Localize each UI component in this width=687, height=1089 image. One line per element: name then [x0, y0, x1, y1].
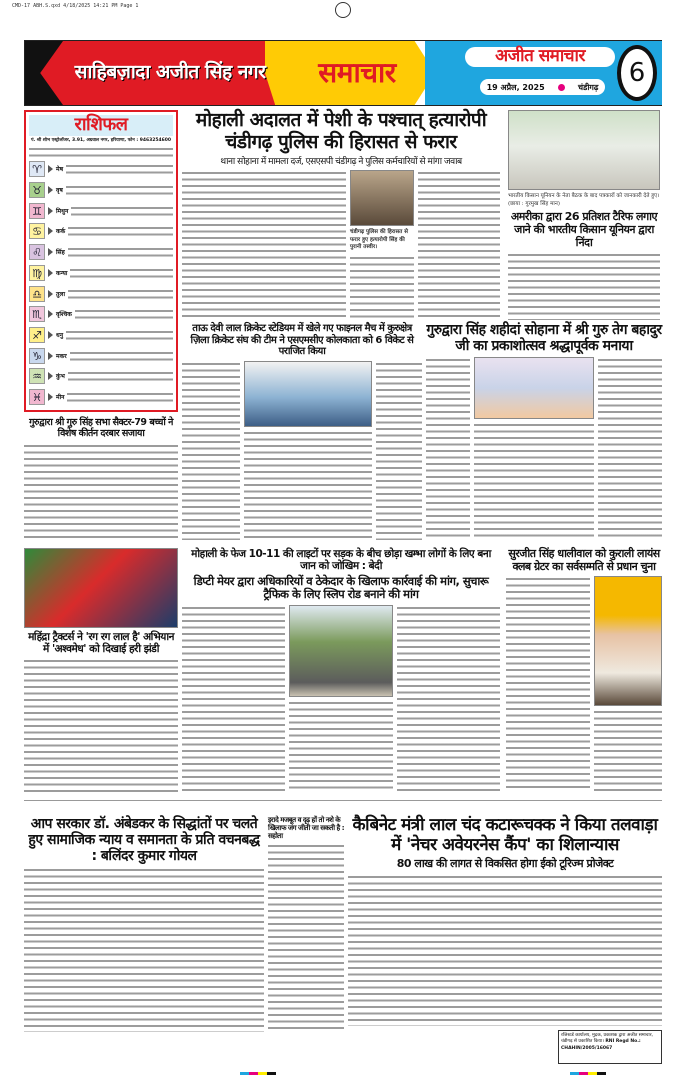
masthead [24, 40, 662, 106]
sign-forecast-text [71, 205, 173, 217]
print-slug: CMD-17 ABH.S.qxd 4/18/2025 14:21 PM Page 1 [12, 3, 139, 9]
mahindra-photo [24, 548, 178, 628]
lions-body-text [506, 576, 590, 792]
rashifal-item-1 [29, 180, 173, 200]
sohana-photo [474, 357, 594, 419]
rashifal-box [24, 110, 178, 412]
lions-body-text-2 [594, 709, 662, 792]
sign-name: धनु [56, 332, 64, 339]
arrow-right-icon [48, 372, 53, 380]
rashifal-item-7 [29, 304, 173, 324]
sign-forecast-text [68, 370, 173, 382]
sign-name: मकर [56, 352, 67, 360]
capricorn-icon: ♑ [29, 348, 45, 364]
photo-credit: (छाया : गुरमुख सिंह मान) [508, 200, 560, 207]
arrow-right-icon [48, 269, 53, 277]
arrow-right-icon [48, 207, 53, 215]
sign-name: मेष [56, 166, 64, 174]
section-title: साहिबज़ादा अजीत सिंह नगर [74, 61, 266, 84]
sign-name: मीन [56, 394, 65, 402]
rni-number: RNI Regd No.: CHAHIN/2005/16067 [561, 1039, 641, 1051]
dhaliwal-portrait [594, 576, 662, 706]
page-number: 6 [617, 45, 657, 101]
accused-photo [350, 170, 414, 226]
sign-name: कन्या [56, 269, 68, 277]
arrow-right-icon [48, 352, 53, 360]
lead-body-text-3 [350, 255, 414, 320]
issue-date: 19 अप्रैल, 2025 [486, 82, 545, 92]
farmers-photo-caption [508, 193, 660, 208]
phase10-subhead: डिप्टी मेयर द्वारा अधिकारियों व ठेकेदार के खिलाफ कार्रवाई की मांग, सुचारू ट्रैफिक के लिए स्लिप रोड बनाने की मांग [193, 574, 489, 602]
libra-icon: ♎ [29, 286, 45, 302]
sohana-body-text [426, 357, 470, 540]
road-pole-photo [289, 605, 393, 697]
dot-icon [558, 84, 565, 91]
color-registration-bar [240, 1072, 276, 1075]
rashifal-item-11 [29, 387, 173, 407]
talwara-body-text [348, 874, 662, 1026]
cricket-body-text-3 [244, 430, 372, 541]
registration-mark-icon [335, 2, 351, 18]
cricket-team-photo [244, 361, 372, 427]
sign-name: कर्क [56, 228, 66, 236]
aries-icon: ♈ [29, 161, 45, 177]
mahindra-body-text [24, 658, 178, 792]
sign-forecast-text [67, 391, 173, 403]
sign-name: मिथुन [56, 207, 69, 215]
caption-text: भारतीय किसान यूनियन के नेता बैठक के बाद पत्रकारों को जानकारी देते हुए। [508, 193, 660, 199]
date-bar [480, 79, 605, 95]
lions-headline: सुरजीत सिंह धालीवाल को कुराली लायंस क्लब ग्रेटर का सर्वसम्मति से प्रधान चुना [508, 547, 660, 573]
rashifal-item-2 [29, 201, 173, 221]
lead-photo-caption: चंडीगढ़ पुलिस की हिरासत से फरार हुए हत्यारोपी सिंह की पुरानी तस्वीर। [350, 229, 408, 251]
taurus-icon: ♉ [29, 182, 45, 198]
sign-name: सिंह [56, 249, 65, 257]
sign-forecast-text [68, 246, 173, 258]
sign-forecast-text [66, 184, 173, 196]
rashifal-item-8 [29, 325, 173, 345]
imprint-box [558, 1030, 662, 1064]
rashifal-item-3 [29, 222, 173, 242]
divider [24, 800, 662, 801]
paper-name: अजीत समाचार [465, 47, 615, 67]
sign-forecast-text [66, 329, 173, 341]
lead-body-text [182, 170, 346, 320]
leo-icon: ♌ [29, 244, 45, 260]
talwara-headline: कैबिनेट मंत्री लाल चंद कटारूचक्क ने किया तलवाड़ा में 'नेचर अवेयरनेस कैंप' का शिलान्यास [352, 815, 658, 855]
farmers-headline: अमरीका द्वारा 26 प्रतिशत टैरिफ लगाए जाने की भारतीय किसान यूनियन द्वारा निंदा [510, 210, 658, 249]
section-tag: समाचार [318, 55, 396, 89]
lead-headline: मोहाली अदालत में पेशी के पश्चात् हत्यारोपी चंडीगढ़ पुलिस की हिरासत से फरार [195, 109, 487, 153]
gemini-icon: ♊ [29, 203, 45, 219]
sign-forecast-text [68, 225, 173, 237]
arrow-right-icon [48, 165, 53, 173]
farmers-body-text [508, 252, 660, 320]
sign-forecast-text [75, 308, 173, 320]
sign-name: वृष [56, 187, 63, 195]
mahindra-headline: महिंद्रा ट्रैक्टर्स ने 'रग रग लाल है' अभियान में 'अश्वमेध' को दिखाई हरी झंडी [28, 631, 174, 656]
arrow-right-icon [48, 331, 53, 339]
phase10-headline: मोहाली के फेज 10-11 की लाइटों पर सड़क के बीच छोड़ा खम्भा लोगों के लिए बना जान को जोखिम : बेदी [191, 548, 491, 573]
headline-gurudwara-79: गुरुद्वारा श्री गुरु सिंह सभा सैक्टर-79 बच्चों ने विशेष कीर्तन दरबार सजाया [29, 417, 173, 439]
cricket-body-text [182, 361, 240, 541]
rashifal-item-5 [29, 263, 173, 283]
rashifal-item-4 [29, 242, 173, 262]
talwara-subhead: 80 लाख की लागत से विकसित होगा ईको टूरिज्म प्रोजेक्ट [396, 857, 614, 871]
sagittarius-icon: ♐ [29, 327, 45, 343]
virgo-icon: ♍ [29, 265, 45, 281]
aquarius-icon: ♒ [29, 368, 45, 384]
zodiac-list [29, 160, 173, 407]
pisces-icon: ♓ [29, 389, 45, 405]
arrow-right-icon [48, 227, 53, 235]
sign-forecast-text [66, 163, 173, 175]
arrow-right-icon [48, 310, 53, 318]
ambedkar-body-text [24, 867, 264, 1032]
phase10-body-text [182, 605, 285, 792]
rashifal-item-6 [29, 284, 173, 304]
cancer-icon: ♋ [29, 223, 45, 239]
cricket-headline: ताऊ देवी लाल क्रिकेट स्टेडियम में खेले गए फाइनल मैच में कुरुक्षेत्र ज़िला क्रिकेट संघ की टीम ने एसएमसीए कोलकाता को 6 विकेट से पराजित किया [190, 323, 414, 357]
color-registration-bar [570, 1072, 606, 1075]
arrow-right-icon [48, 248, 53, 256]
ambedkar-headline: आप सरकार डॉ. अंबेडकर के सिद्धांतों पर चलते हुए सामाजिक न्याय व समानता के प्रति वचनबद्ध : बलिंदर कुमार गोयल [28, 816, 260, 865]
imprint-text: रजिस्टर्ड कार्यालय, मुद्रक, प्रकाशक द्वारा अजीत समाचार, चंडीगढ़ से प्रकाशित किया। [561, 1033, 653, 1045]
article-body-gurudwara-79 [24, 443, 178, 540]
issue-city: चंडीगढ़ [577, 82, 599, 92]
sign-forecast-text [70, 267, 173, 279]
lead-subhead: थाना सोहाना में मामला दर्ज, एसएसपी चंडीगढ़ ने पुलिस कर्मचारियों से मांगा जवाब [220, 156, 462, 167]
rashifal-item-10 [29, 367, 173, 387]
sahota-body-text [268, 843, 344, 1032]
sohana-body-text-2 [598, 357, 662, 540]
phase10-body-text-2 [397, 605, 500, 792]
astrologer-credit: पं. श्री शोभ एस्ट्रोलॉजर, 3.91, अग्रवाल नगर, हरियाणा, फोन : 9463254600 [30, 137, 172, 143]
sign-name: कुंभ [56, 373, 65, 381]
arrow-right-icon [48, 290, 53, 298]
sohana-headline: गुरुद्वारा सिंह शहीदां सोहाना में श्री गुरु तेग बहादुर जी का प्रकाशोत्सव श्रद्धापूर्वक मनाया [426, 322, 662, 355]
sign-name: तुला [56, 290, 66, 298]
arrow-right-icon [48, 186, 53, 194]
sign-name: वृश्चिक [56, 311, 72, 319]
farmers-photo [508, 110, 660, 190]
rashifal-title: राशिफल [29, 115, 173, 136]
lead-body-text-2 [418, 170, 500, 320]
scorpio-icon: ♏ [29, 306, 45, 322]
cricket-body-text-2 [376, 361, 422, 541]
sahota-headline: इरादे मजबूत व दृढ़ हों तो नशे के खिलाफ जंग जीती जा सकती है : सहोता [268, 816, 344, 841]
rashifal-item-0 [29, 160, 173, 180]
rashifal-item-9 [29, 346, 173, 366]
sohana-body-text-3 [474, 422, 594, 540]
sign-forecast-text [68, 288, 173, 300]
panchang-text [29, 146, 173, 158]
arrow-right-icon [48, 393, 53, 401]
phase10-body-text-3 [289, 700, 393, 792]
sign-forecast-text [70, 350, 173, 362]
